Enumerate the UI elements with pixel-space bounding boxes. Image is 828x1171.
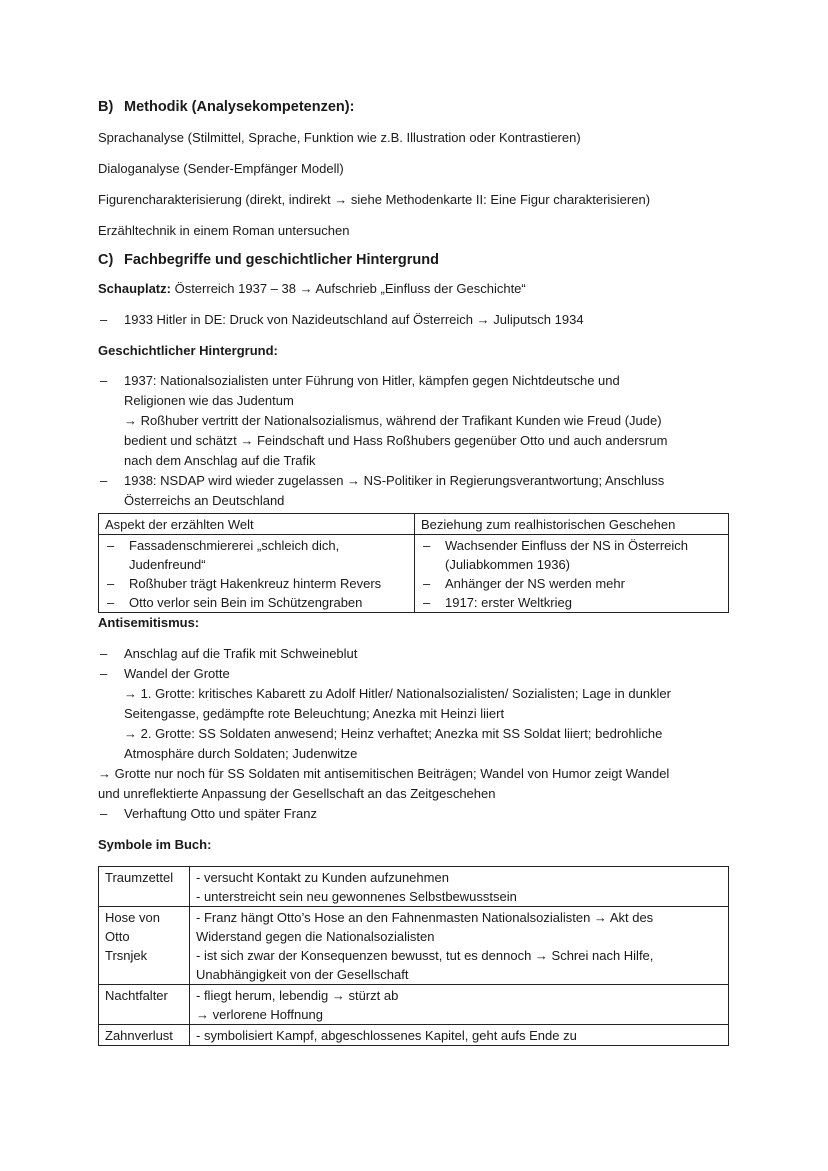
cell-line: Roßhuber trägt Hakenkreuz hinterm Revers [129,576,382,591]
method-item: Erzähltechnik in einem Roman untersuchen [98,223,350,238]
symbol-text-cell [190,985,729,1025]
table-cell [415,535,729,613]
method-item: Figurencharakterisierung (direkt, indirekt → siehe Methodenkarte II: Eine Figur charakterisieren) [98,192,651,207]
list-marker: – [107,538,115,553]
section-c-heading [98,252,730,268]
table-row [99,867,729,907]
schauplatz-label: Schauplatz: [98,281,171,296]
schauplatz-line [98,279,730,299]
list-item-text: Verhaftung Otto und später Franz [124,806,317,821]
method-item: Dialoganalyse (Sender-Empfänger Modell) [98,161,344,176]
cell-line: Judenfreund“ [129,557,206,572]
list-line: Religionen wie das Judentum [124,393,294,408]
section-b-letter: B) [98,99,114,115]
list-marker: – [107,576,115,591]
symbol-line: - fliegt herum, lebendig → stürzt ab [196,988,399,1003]
aspect-table [98,513,729,613]
list-item [98,310,730,330]
symbol-line: → verlorene Hoffnung [196,1007,323,1022]
symbol-label: Hose von [105,910,160,925]
symbol-label: Nachtfalter [105,988,168,1003]
list-marker: – [100,312,108,327]
symbol-line: - unterstreicht sein neu gewonnenes Selbstbewusstsein [196,889,517,904]
symbol-label-cell [99,1025,190,1046]
list-line: nach dem Anschlag auf die Trafik [124,453,316,468]
symbol-label: Otto [105,929,130,944]
list-marker: – [100,666,108,681]
document-page [98,96,730,1046]
list-line: bedient und schätzt → Feindschaft und Hass Roßhubers gegenüber Otto und auch andersrum [124,433,668,448]
symbol-line: Widerstand gegen die Nationalsozialisten [196,929,435,944]
list-item-text: 1933 Hitler in DE: Druck von Nazideutschland auf Österreich → Juliputsch 1934 [124,312,584,327]
symbol-line: Unabhängigkeit von der Gesellschaft [196,967,409,982]
symbol-text-cell [190,1025,729,1046]
cell-line: Fassadenschmiererei „schleich dich, [129,538,340,553]
list-line: 1937: Nationalsozialisten unter Führung von Hitler, kämpfen gegen Nichtdeutsche und [124,373,620,388]
symbol-text-cell [190,907,729,985]
list-item-text: Anschlag auf die Trafik mit Schweineblut [124,646,358,661]
list-line: → 2. Grotte: SS Soldaten anwesend; Heinz verhaftet; Anezka mit SS Soldat liiert; bedrohliche [124,726,663,741]
symbol-text-cell [190,867,729,907]
section-b-title: Methodik (Analysekompetenzen): [124,99,355,115]
list-line: Österreichs an Deutschland [124,493,285,508]
list-item [98,471,730,511]
antisemitismus-summary: → Grotte nur noch für SS Soldaten mit antisemitischen Beiträgen; Wandel von Humor zeigt Wandel [98,766,670,781]
list-item [98,371,730,471]
cell-list-item [421,574,722,593]
symbol-label: Trsnjek [105,948,148,963]
table-row [99,535,729,613]
list-item [98,664,730,764]
table-header-cell: Aspekt der erzählten Welt [99,514,415,535]
list-marker: – [100,806,108,821]
list-line: → Roßhuber vertritt der Nationalsozialismus, während der Trafikant Kunden wie Freud (Jude) [124,413,662,428]
list-line: → 1. Grotte: kritisches Kabarett zu Adolf Hitler/ Nationalsozialisten/ Sozialisten; Lage in dunkler [124,686,671,701]
antisemitismus-summary: und unreflektierte Anpassung der Gesellschaft an das Zeitgeschehen [98,786,496,801]
symbol-line: - ist sich zwar der Konsequenzen bewusst, tut es dennoch → Schrei nach Hilfe, [196,948,654,963]
section-c-letter: C) [98,252,114,268]
table-header-row [99,514,729,535]
table-cell [99,535,415,613]
table-header-cell: Beziehung zum realhistorischen Geschehen [415,514,729,535]
schauplatz-text: Österreich 1937 – 38 → Aufschrieb „Einfluss der Geschichte“ [170,281,526,296]
cell-line: 1917: erster Weltkrieg [445,595,572,610]
list-marker: – [100,473,108,488]
symbol-line: - symbolisiert Kampf, abgeschlossenes Kapitel, geht aufs Ende zu [196,1028,577,1043]
antisemitismus-heading: Antisemitismus: [98,615,200,630]
symbol-label-cell [99,907,190,985]
table-row [99,907,729,985]
section-b-heading [98,99,730,115]
symbole-heading: Symbole im Buch: [98,837,212,852]
list-line: Wandel der Grotte [124,666,230,681]
symbol-line: - versucht Kontakt zu Kunden aufzunehmen [196,870,449,885]
list-marker: – [100,373,108,388]
cell-list-item [421,536,722,574]
cell-line: Anhänger der NS werden mehr [445,576,625,591]
symbol-table [98,866,729,1046]
cell-list-item [105,536,408,574]
list-marker: – [100,646,108,661]
list-marker: – [423,595,431,610]
cell-line: (Juliabkommen 1936) [445,557,571,572]
list-marker: – [107,595,115,610]
section-c-title: Fachbegriffe und geschichtlicher Hintergrund [124,252,440,268]
list-item [98,644,730,664]
cell-line: Wachsender Einfluss der NS in Österreich [445,538,689,553]
list-marker: – [423,538,431,553]
symbol-label: Traumzettel [105,870,174,885]
cell-list-item [105,574,408,593]
list-line: Seitengasse, gedämpfte rote Beleuchtung; Anezka mit Heinzi liiert [124,706,505,721]
list-line: 1938: NSDAP wird wieder zugelassen → NS-Politiker in Regierungsverantwortung; Anschluss [124,473,665,488]
table-row [99,1025,729,1046]
method-item: Sprachanalyse (Stilmittel, Sprache, Funktion wie z.B. Illustration oder Kontrastieren) [98,130,581,145]
symbol-line: - Franz hängt Otto’s Hose an den Fahnenmasten Nationalsozialisten → Akt des [196,910,654,925]
list-line: Atmosphäre durch Soldaten; Judenwitze [124,746,358,761]
list-item [98,804,730,824]
symbol-label-cell [99,985,190,1025]
table-row [99,985,729,1025]
cell-list-item [421,593,722,612]
cell-list-item [105,593,408,612]
symbol-label: Zahnverlust [105,1028,173,1043]
list-marker: – [423,576,431,591]
symbol-label-cell [99,867,190,907]
cell-line: Otto verlor sein Bein im Schützengraben [129,595,363,610]
hintergrund-heading: Geschichtlicher Hintergrund: [98,343,278,358]
